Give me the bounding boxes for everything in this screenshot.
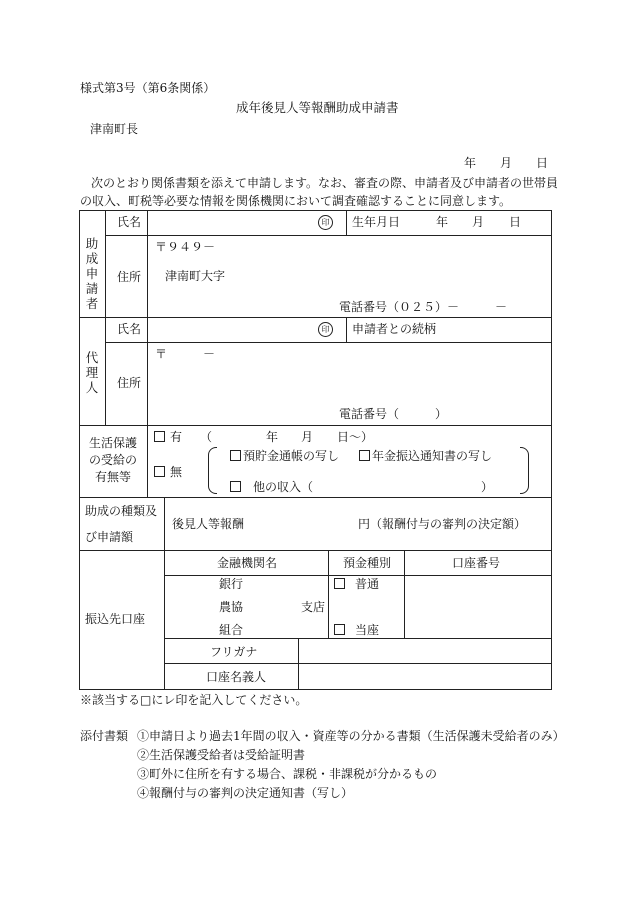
bank-furigana-label: フリガナ: [210, 645, 258, 659]
bank-word-agri: 農協: [219, 600, 244, 614]
welfare-yes-month[interactable]: 月: [301, 430, 314, 444]
agent-name-label: 氏名: [117, 322, 142, 336]
welfare-yes-label: 有: [170, 430, 183, 444]
subsidy-amount-note: 円（報酬付与の審判の決定額）: [358, 517, 527, 531]
attachment-item-1: ①申請日より過去1年間の収入・資産等の分かる書類（生活保護未受給者のみ）: [137, 729, 565, 743]
agent-seal-mark: 印: [318, 322, 333, 337]
welfare-pension-checkbox[interactable]: [359, 450, 370, 461]
agent-section-label-text: 代理人: [85, 350, 99, 395]
welfare-passbook-checkbox[interactable]: [230, 450, 241, 461]
welfare-no-label: 無: [170, 465, 183, 479]
applicant-section-label: [85, 236, 99, 311]
left-bracket-icon: [208, 447, 217, 494]
attachment-item-2: ②生活保護受給者は受給証明書: [137, 748, 306, 762]
attachments-label: 添付書類: [80, 729, 129, 743]
welfare-pension-label: 年金振込通知書の写し: [372, 449, 493, 463]
welfare-label-line-2: の受給の: [89, 453, 138, 467]
welfare-yes-day[interactable]: 日～）: [337, 430, 374, 444]
welfare-other-option[interactable]: [230, 481, 313, 493]
welfare-no-option[interactable]: [154, 466, 182, 478]
welfare-label-line-3: 有無等: [95, 470, 132, 484]
bank-word-bank: 銀行: [219, 577, 244, 591]
bank-header-type: 預金種別: [343, 556, 392, 570]
bank-type-current-option[interactable]: [334, 624, 379, 636]
welfare-other-close: ）: [481, 480, 494, 494]
right-bracket-icon: [520, 447, 529, 494]
applicant-dob-year[interactable]: 年: [436, 215, 449, 229]
check-note: ※該当する□にレ印を記入してください。: [80, 693, 308, 707]
bank-type-ordinary-checkbox[interactable]: [334, 578, 345, 589]
applicant-dob-label: 生年月日: [352, 215, 401, 229]
bank-type-current-label: 当座: [355, 623, 380, 637]
welfare-yes-paren: （: [200, 430, 213, 444]
applicant-section-label-text: 助成申請者: [85, 236, 99, 311]
subsidy-amount-field[interactable]: [290, 514, 355, 534]
agent-name-field[interactable]: [150, 319, 310, 339]
applicant-dob-day[interactable]: 日: [509, 215, 522, 229]
form-number: 様式第3号（第6条関係）: [80, 81, 216, 95]
bank-header-institution: 金融機関名: [217, 556, 278, 570]
applicant-phone[interactable]: 電話番号（０２５）－ －: [339, 300, 508, 314]
page-title: 成年後見人等報酬助成申請書: [236, 100, 399, 115]
bank-label: 振込先口座: [85, 612, 146, 626]
subsidy-label-line-1: 助成の種類及: [85, 504, 158, 518]
welfare-passbook-label: 預貯金通帳の写し: [243, 449, 340, 463]
welfare-passbook-option[interactable]: [230, 450, 339, 462]
subsidy-kind: 後見人等報酬: [172, 517, 245, 531]
bank-institution-field[interactable]: [168, 577, 214, 635]
applicant-postal[interactable]: 〒９４９－: [155, 240, 216, 254]
welfare-yes-year[interactable]: 年: [266, 430, 279, 444]
bank-holder-field[interactable]: [302, 666, 548, 686]
welfare-yes-checkbox[interactable]: [154, 431, 165, 442]
applicant-name-field[interactable]: [150, 212, 310, 232]
agent-postal[interactable]: 〒 －: [155, 347, 216, 361]
bank-word-branch: 支店: [301, 600, 326, 614]
welfare-other-label: 他の収入（: [253, 480, 314, 494]
bank-furigana-field[interactable]: [302, 641, 548, 661]
welfare-other-checkbox[interactable]: [230, 481, 241, 492]
bank-account-number-field[interactable]: [408, 578, 548, 636]
agent-section-label: [85, 350, 99, 395]
welfare-no-checkbox[interactable]: [154, 466, 165, 477]
applicant-name-label: 氏名: [117, 215, 142, 229]
attachment-item-3: ③町外に住所を有する場合、課税・非課税が分かるもの: [137, 767, 438, 781]
agent-relation-label: 申請者との続柄: [352, 322, 437, 336]
agent-phone[interactable]: 電話番号（ ）: [339, 407, 448, 421]
applicant-address-label: 住所: [117, 270, 142, 284]
bank-header-account: 口座番号: [452, 556, 501, 570]
addressee: 津南町長: [90, 122, 139, 136]
bank-holder-label: 口座名義人: [206, 670, 267, 684]
bank-word-union: 組合: [219, 623, 244, 637]
welfare-pension-option[interactable]: [359, 450, 492, 462]
intro-line-2: の収入、町税等必要な情報を関係機関において調査確認することに同意します。: [80, 194, 512, 208]
bank-branch-field[interactable]: [242, 598, 297, 616]
date-year[interactable]: 年: [464, 156, 477, 170]
applicant-dob-month[interactable]: 月: [472, 215, 485, 229]
bank-type-current-checkbox[interactable]: [334, 624, 345, 635]
date-month[interactable]: 月: [500, 156, 513, 170]
agent-address-label: 住所: [117, 376, 142, 390]
welfare-yes-option[interactable]: [154, 431, 182, 443]
welfare-label-line-1: 生活保護: [89, 436, 138, 450]
bank-type-ordinary-label: 普通: [355, 577, 380, 591]
attachment-item-4: ④報酬付与の審判の決定通知書（写し）: [137, 786, 354, 800]
subsidy-label-line-2: び申請額: [85, 530, 134, 544]
date-day[interactable]: 日: [536, 156, 549, 170]
applicant-town[interactable]: 津南町大字: [165, 269, 226, 283]
applicant-seal-mark: 印: [318, 215, 333, 230]
bank-type-ordinary-option[interactable]: [334, 578, 379, 590]
intro-line-1: 次のとおり関係書類を添えて申請します。なお、審査の際、申請者及び申請者の世帯員: [91, 176, 559, 190]
